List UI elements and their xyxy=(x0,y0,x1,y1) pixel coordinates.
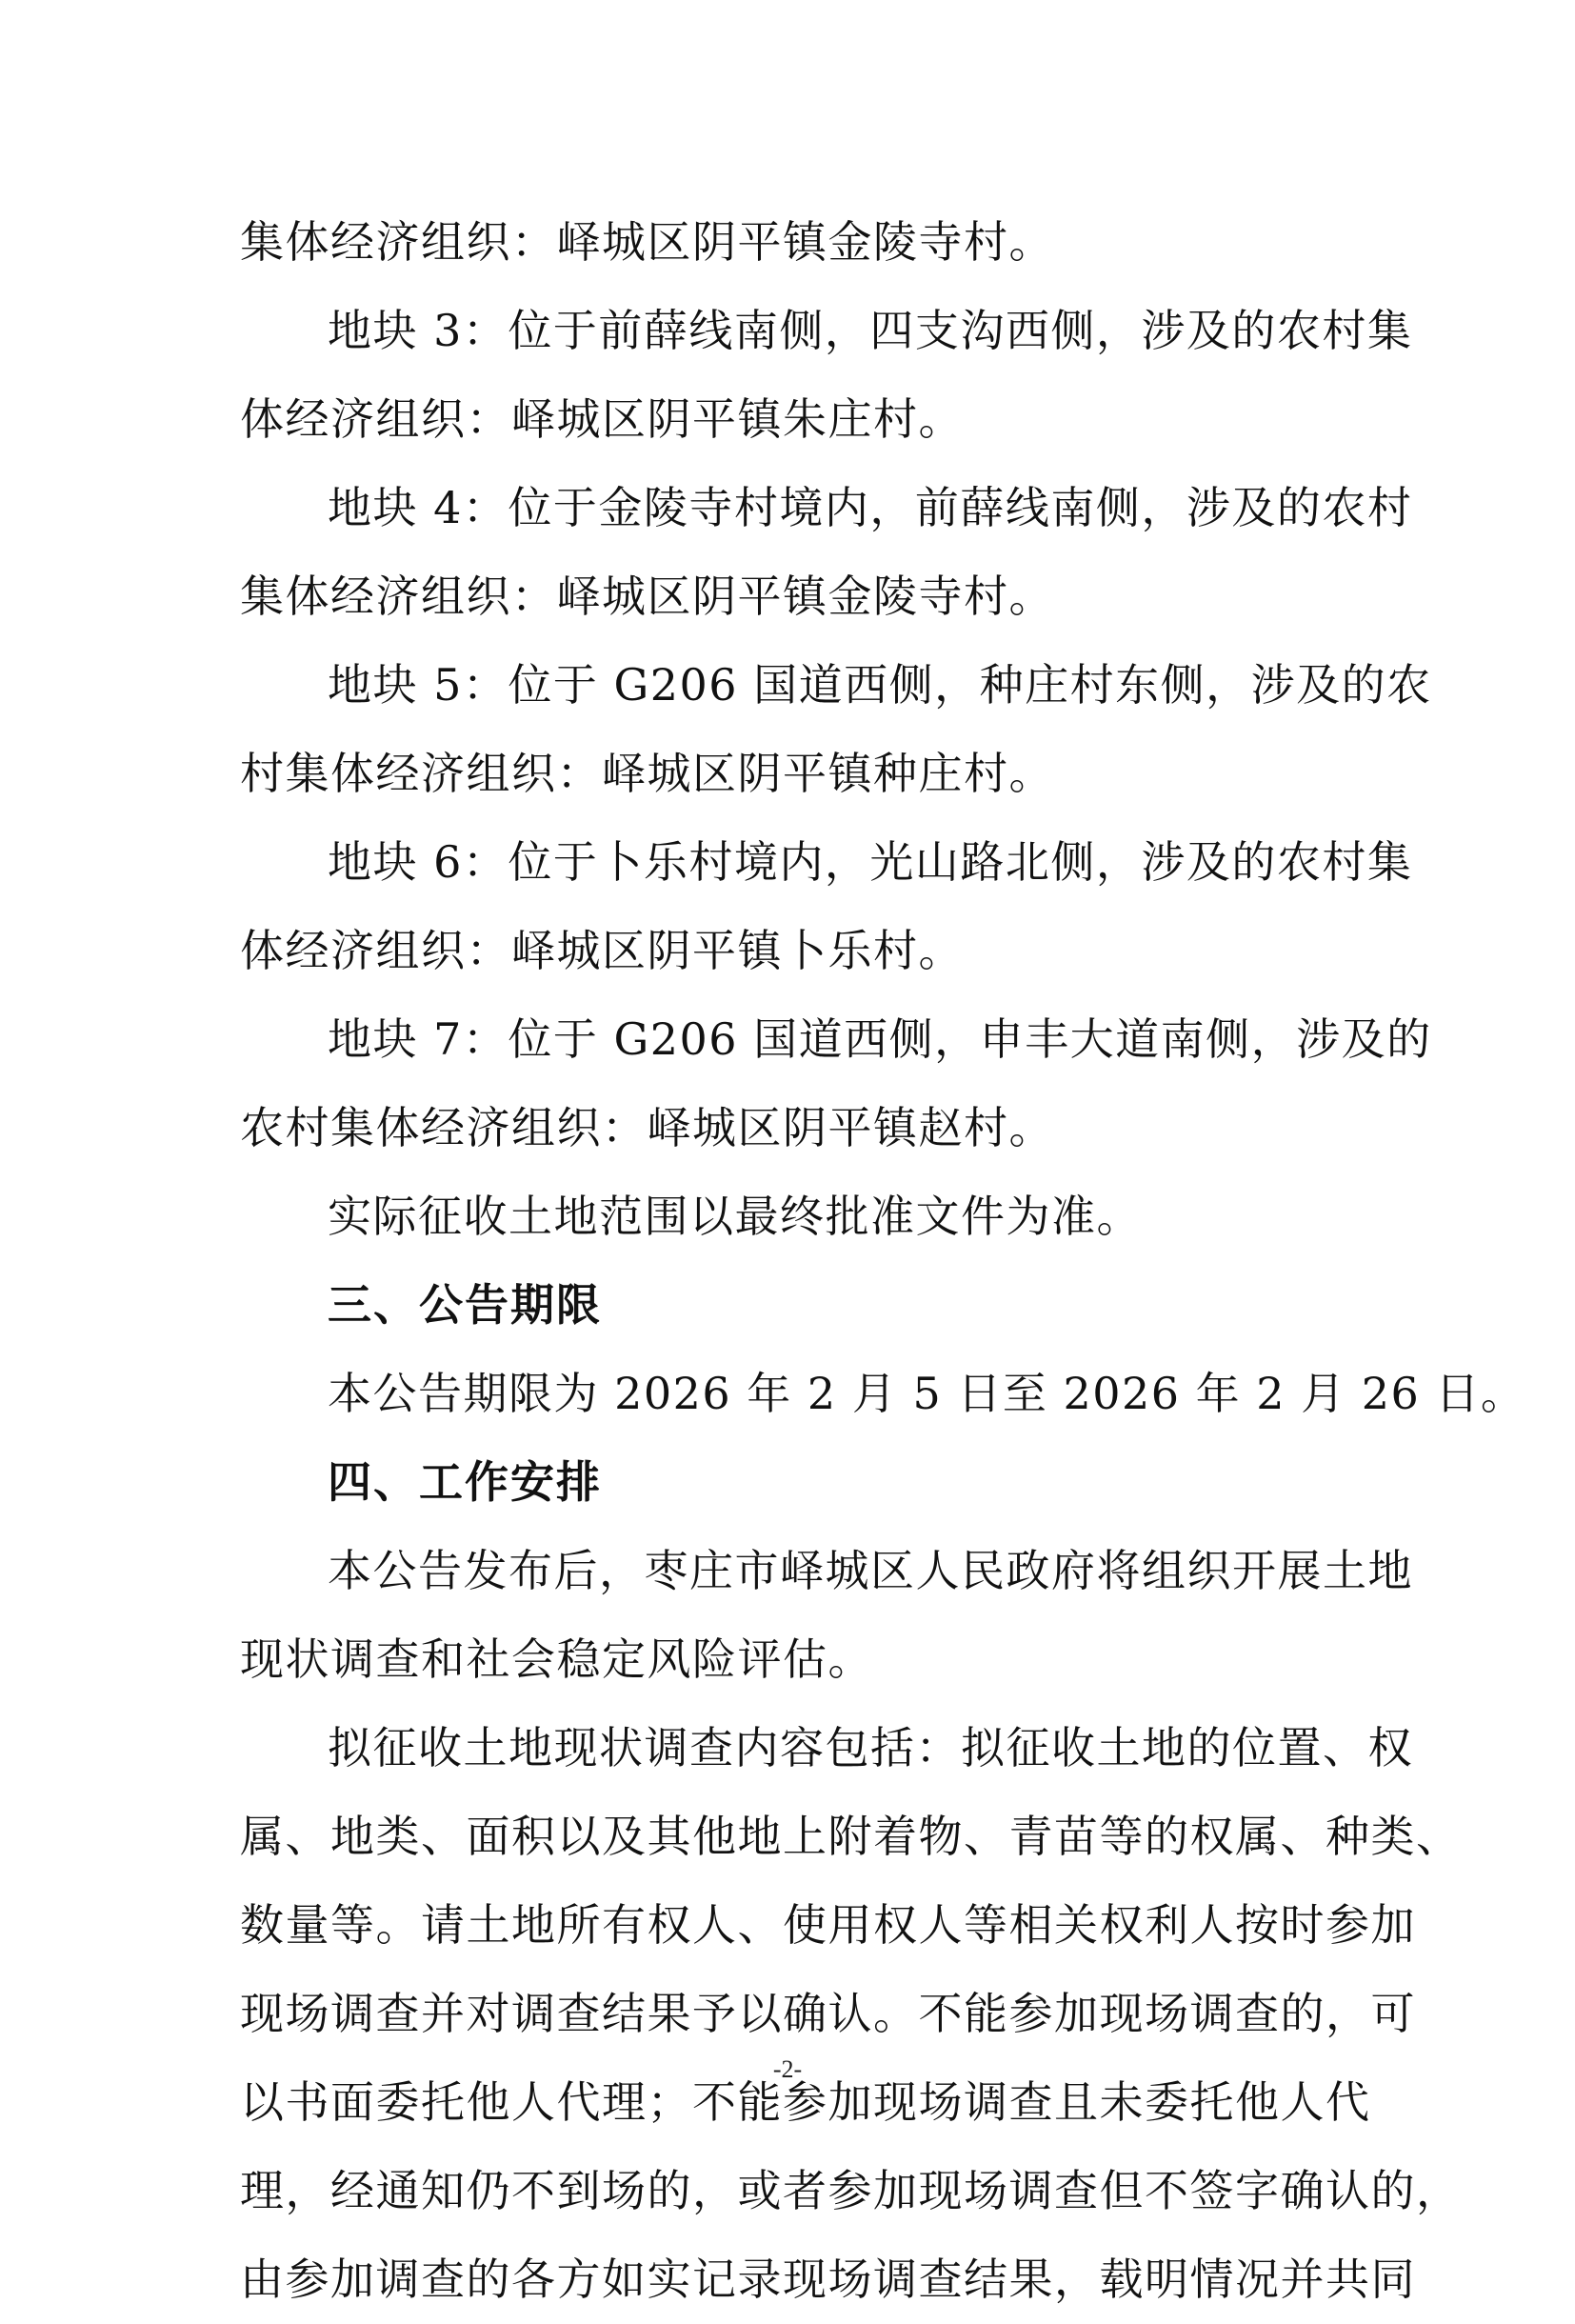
paragraph-line: 集体经济组织：峄城区阴平镇金陵寺村。 xyxy=(240,216,1054,268)
paragraph-line: 由参加调查的各方如实记录现场调查结果，载明情况并共同 xyxy=(240,2254,1416,2305)
paragraph-line: 理，经通知仍不到场的，或者参加现场调查但不签字确认的， xyxy=(240,2165,1462,2216)
paragraph-line: 村集体经济组织：峄城区阴平镇种庄村。 xyxy=(240,748,1054,799)
paragraph-line: 数量等。请土地所有权人、使用权人等相关权利人按时参加 xyxy=(240,1899,1416,1951)
paragraph-line: 体经济组织：峄城区阴平镇卜乐村。 xyxy=(240,925,964,976)
paragraph-line: 现场调查并对调查结果予以确认。不能参加现场调查的，可 xyxy=(240,1988,1416,2039)
paragraph-line: 农村集体经济组织：峄城区阴平镇赵村。 xyxy=(240,1102,1054,1153)
paragraph-line: 本公告发布后，枣庄市峄城区人民政府将组织开展土地 xyxy=(328,1545,1413,1596)
document-body xyxy=(240,198,1526,2324)
paragraph-line: 以书面委托他人代理；不能参加现场调查且未委托他人代 xyxy=(240,2076,1371,2128)
section-heading-announcement-period: 三、公告期限 xyxy=(328,1279,602,1331)
paragraph-line: 地块 7：位于 G206 国道西侧，申丰大道南侧，涉及的 xyxy=(328,1013,1432,1065)
paragraph-line: 集体经济组织：峄城区阴平镇金陵寺村。 xyxy=(240,571,1054,622)
section-heading-work-arrangement: 四、工作安排 xyxy=(328,1456,602,1508)
paragraph-line: 本公告期限为 2026 年 2 月 5 日至 2026 年 2 月 26 日。 xyxy=(328,1368,1526,1419)
paragraph-line: 体经济组织：峄城区阴平镇朱庄村。 xyxy=(240,393,964,445)
paragraph-line: 属、地类、面积以及其他地上附着物、青苗等的权属、种类、 xyxy=(240,1811,1462,1862)
paragraph-line: 实际征收土地范围以最终批准文件为准。 xyxy=(328,1191,1142,1242)
paragraph-line: 现状调查和社会稳定风险评估。 xyxy=(240,1633,873,1685)
paragraph-line: 地块 3：位于前薛线南侧，四支沟西侧，涉及的农村集 xyxy=(328,305,1413,356)
paragraph-line: 拟征收土地现状调查内容包括：拟征收土地的位置、权 xyxy=(328,1722,1413,1773)
paragraph-line: 地块 4：位于金陵寺村境内，前薛线南侧，涉及的农村 xyxy=(328,482,1413,533)
paragraph-line: 地块 5：位于 G206 国道西侧，种庄村东侧，涉及的农 xyxy=(328,659,1432,711)
paragraph-line: 地块 6：位于卜乐村境内，光山路北侧，涉及的农村集 xyxy=(328,836,1413,888)
page-number: -2- xyxy=(772,2055,803,2083)
